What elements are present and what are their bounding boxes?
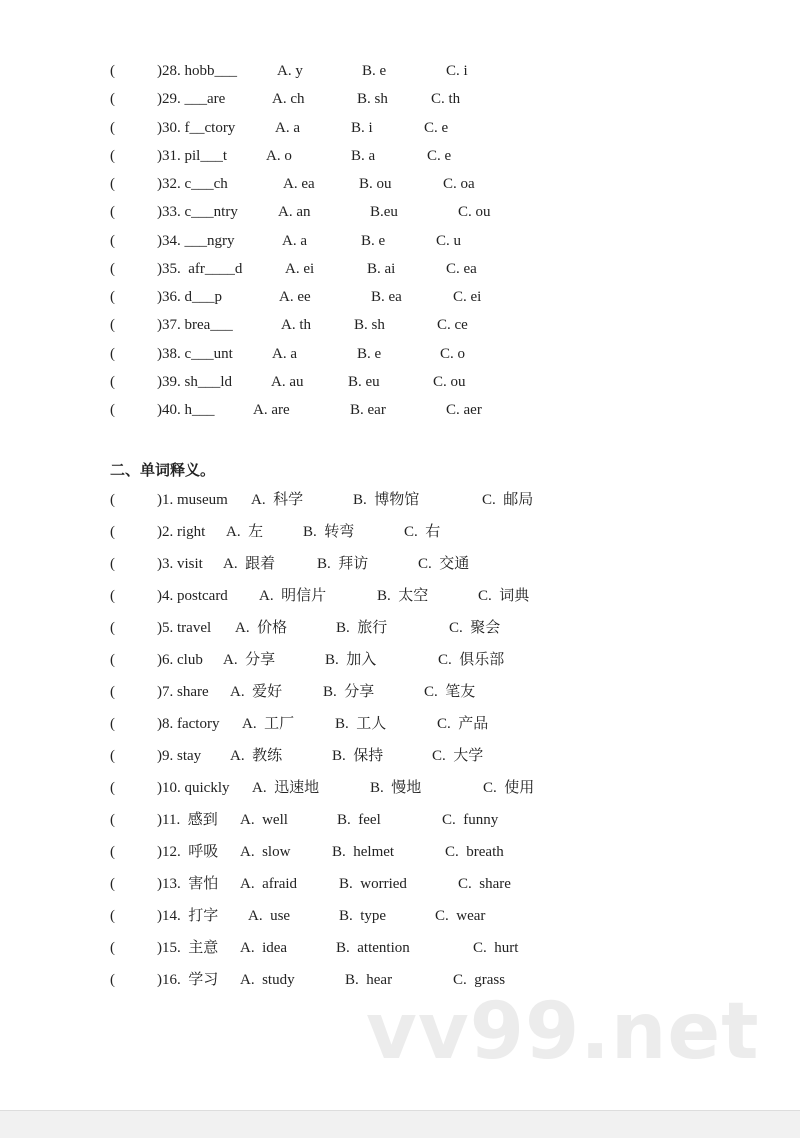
option-c: C. 笔友	[424, 684, 476, 700]
answer-blank-paren: (	[110, 716, 115, 732]
question-text: )9. stay	[157, 748, 202, 764]
option-a: A. a	[272, 346, 297, 362]
option-b: B. type	[339, 908, 387, 924]
bottom-scroll-strip	[0, 1110, 800, 1138]
section-2-heading: 二、单词释义。	[110, 461, 216, 479]
option-c: C. ou	[458, 204, 491, 220]
option-c: C. aer	[446, 402, 482, 418]
option-c: C. ou	[433, 374, 466, 390]
option-b: B. e	[357, 346, 382, 362]
answer-blank-paren: (	[110, 588, 115, 604]
question-text: )14. 打字	[157, 908, 219, 924]
answer-blank-paren: (	[110, 402, 115, 418]
question-text: )8. factory	[157, 716, 220, 732]
option-b: B. sh	[354, 317, 385, 333]
question-text: )2. right	[157, 524, 206, 540]
answer-blank-paren: (	[110, 374, 115, 390]
option-b: B. 太空	[377, 588, 429, 604]
question-text: )36. d___p	[157, 289, 222, 305]
option-b: B. ai	[367, 261, 396, 277]
option-b: B. e	[362, 63, 387, 79]
option-a: A. a	[282, 233, 307, 249]
option-b: B. 工人	[335, 716, 387, 732]
option-b: B. sh	[357, 91, 388, 107]
question-text: )1. museum	[157, 492, 228, 508]
answer-blank-paren: (	[110, 63, 115, 79]
answer-blank-paren: (	[110, 233, 115, 249]
option-a: A. 左	[226, 524, 264, 540]
option-b: B. helmet	[332, 844, 395, 860]
option-a: A. are	[253, 402, 290, 418]
question-text: )16. 学习	[157, 972, 219, 988]
option-a: A. 教练	[230, 748, 283, 764]
option-a: A. 迅速地	[252, 780, 320, 796]
option-c: C. 使用	[483, 780, 535, 796]
question-text: )6. club	[157, 652, 203, 668]
option-b: B. ea	[371, 289, 402, 305]
question-text: )33. c___ntry	[157, 204, 238, 220]
option-c: C. share	[458, 876, 511, 892]
option-c: C. 聚会	[449, 620, 501, 636]
option-c: C. 俱乐部	[438, 652, 505, 668]
question-text: )39. sh___ld	[157, 374, 232, 390]
option-a: A. slow	[240, 844, 291, 860]
option-a: A. use	[248, 908, 291, 924]
option-a: A. 价格	[235, 620, 288, 636]
option-b: B. eu	[348, 374, 380, 390]
option-b: B. i	[351, 120, 373, 136]
option-b: B. worried	[339, 876, 407, 892]
option-c: C. funny	[442, 812, 499, 828]
answer-blank-paren: (	[110, 120, 115, 136]
option-c: C. o	[440, 346, 466, 362]
question-text: )7. share	[157, 684, 209, 700]
option-a: A. a	[275, 120, 300, 136]
option-b: B. hear	[345, 972, 393, 988]
question-text: )31. pil___t	[157, 148, 227, 164]
option-c: C. ce	[437, 317, 468, 333]
answer-blank-paren: (	[110, 148, 115, 164]
question-text: )3. visit	[157, 556, 203, 572]
option-b: B. 博物馆	[353, 492, 420, 508]
question-text: )40. h___	[157, 402, 215, 418]
option-c: C. wear	[435, 908, 486, 924]
answer-blank-paren: (	[110, 908, 115, 924]
option-a: A. an	[278, 204, 311, 220]
option-c: C. hurt	[473, 940, 519, 956]
answer-blank-paren: (	[110, 289, 115, 305]
option-c: C. 词典	[478, 588, 530, 604]
answer-blank-paren: (	[110, 346, 115, 362]
option-b: B. 加入	[325, 652, 377, 668]
answer-blank-paren: (	[110, 780, 115, 796]
option-a: A. idea	[240, 940, 288, 956]
option-c: C. 大学	[432, 748, 484, 764]
option-b: B. feel	[337, 812, 381, 828]
answer-blank-paren: (	[110, 652, 115, 668]
question-text: )13. 害怕	[157, 876, 219, 892]
option-b: B. attention	[336, 940, 410, 956]
option-c: C. e	[427, 148, 452, 164]
option-b: B. 转弯	[303, 524, 355, 540]
option-a: A. y	[277, 63, 303, 79]
answer-blank-paren: (	[110, 91, 115, 107]
option-c: C. 邮局	[482, 492, 534, 508]
option-b: B. a	[351, 148, 376, 164]
option-b: B. e	[361, 233, 386, 249]
question-text: )12. 呼吸	[157, 844, 219, 860]
option-a: A. th	[281, 317, 311, 333]
option-a: A. afraid	[240, 876, 298, 892]
answer-blank-paren: (	[110, 972, 115, 988]
option-b: B. 拜访	[317, 556, 369, 572]
option-c: C. oa	[443, 176, 475, 192]
question-text: )4. postcard	[157, 588, 228, 604]
answer-blank-paren: (	[110, 204, 115, 220]
question-text: )15. 主意	[157, 940, 219, 956]
option-b: B.eu	[370, 204, 398, 220]
question-text: )10. quickly	[157, 780, 230, 796]
option-b: B. 慢地	[370, 780, 422, 796]
option-b: B. 分享	[323, 684, 375, 700]
answer-blank-paren: (	[110, 684, 115, 700]
answer-blank-paren: (	[110, 620, 115, 636]
question-text: )29. ___are	[157, 91, 226, 107]
answer-blank-paren: (	[110, 876, 115, 892]
answer-blank-paren: (	[110, 940, 115, 956]
option-c: C. th	[431, 91, 461, 107]
option-a: A. 工厂	[242, 716, 295, 732]
answer-blank-paren: (	[110, 492, 115, 508]
option-a: A. 爱好	[230, 684, 283, 700]
option-c: C. e	[424, 120, 449, 136]
option-a: A. ch	[272, 91, 305, 107]
option-a: A. well	[240, 812, 288, 828]
option-c: C. 交通	[418, 556, 470, 572]
option-a: A. ee	[279, 289, 311, 305]
answer-blank-paren: (	[110, 176, 115, 192]
option-b: B. ou	[359, 176, 392, 192]
option-a: A. ei	[285, 261, 315, 277]
question-text: )28. hobb___	[157, 63, 237, 79]
question-text: )32. c___ch	[157, 176, 228, 192]
option-b: B. ear	[350, 402, 386, 418]
answer-blank-paren: (	[110, 524, 115, 540]
question-text: )11. 感到	[157, 812, 218, 828]
answer-blank-paren: (	[110, 556, 115, 572]
answer-blank-paren: (	[110, 844, 115, 860]
question-text: )34. ___ngry	[157, 233, 235, 249]
option-a: A. 科学	[251, 492, 304, 508]
answer-blank-paren: (	[110, 812, 115, 828]
option-b: B. 旅行	[336, 620, 388, 636]
option-a: A. o	[266, 148, 292, 164]
option-b: B. 保持	[332, 748, 384, 764]
question-text: )37. brea___	[157, 317, 233, 333]
option-c: C. grass	[453, 972, 506, 988]
option-c: C. ei	[453, 289, 482, 305]
question-text: )30. f__ctory	[157, 120, 236, 136]
option-c: C. ea	[446, 261, 477, 277]
answer-blank-paren: (	[110, 317, 115, 333]
answer-blank-paren: (	[110, 261, 115, 277]
question-text: )38. c___unt	[157, 346, 233, 362]
option-c: C. 产品	[437, 716, 489, 732]
option-c: C. 右	[404, 524, 441, 540]
option-a: A. study	[240, 972, 295, 988]
option-a: A. 分享	[223, 652, 276, 668]
option-a: A. 明信片	[259, 588, 327, 604]
option-a: A. au	[271, 374, 304, 390]
option-c: C. breath	[445, 844, 504, 860]
option-c: C. u	[436, 233, 462, 249]
option-a: A. ea	[283, 176, 315, 192]
watermark: vv99.net	[366, 987, 760, 1077]
question-text: )5. travel	[157, 620, 212, 636]
answer-blank-paren: (	[110, 748, 115, 764]
option-a: A. 跟着	[223, 556, 276, 572]
question-text: )35. afr____d	[157, 261, 243, 277]
option-c: C. i	[446, 63, 468, 79]
